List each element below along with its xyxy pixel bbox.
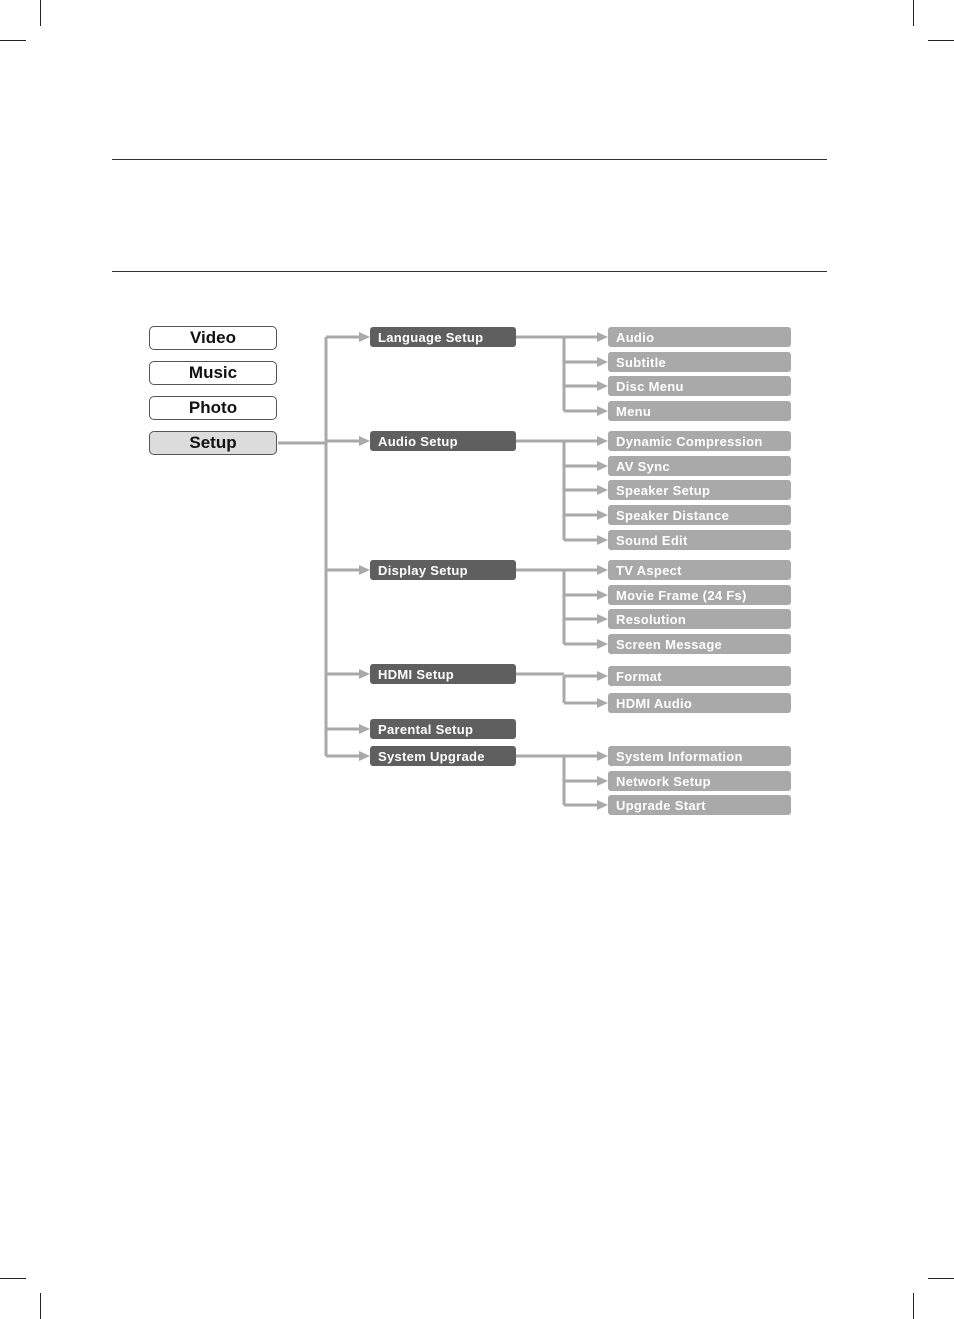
item-arrow	[597, 436, 608, 446]
menu-item-audio[interactable]: Audio	[608, 327, 791, 347]
top-menu-setup-button[interactable]: Setup	[149, 431, 277, 455]
item-arrow	[597, 510, 608, 520]
menu-item-system-information[interactable]: System Information	[608, 746, 791, 766]
item-arrow	[597, 461, 608, 471]
item-arrow	[597, 639, 608, 649]
menu-item-screen-message[interactable]: Screen Message	[608, 634, 791, 654]
category-arrow	[359, 724, 370, 734]
category-system-upgrade[interactable]: System Upgrade	[370, 746, 516, 766]
category-arrow	[359, 565, 370, 575]
category-arrow	[359, 332, 370, 342]
item-arrow	[597, 776, 608, 786]
menu-item-tv-aspect[interactable]: TV Aspect	[608, 560, 791, 580]
menu-item-resolution[interactable]: Resolution	[608, 609, 791, 629]
menu-item-menu[interactable]: Menu	[608, 401, 791, 421]
category-parental-setup[interactable]: Parental Setup	[370, 719, 516, 739]
category-arrow	[359, 751, 370, 761]
menu-item-disc-menu[interactable]: Disc Menu	[608, 376, 791, 396]
top-menu-video-button[interactable]: Video	[149, 326, 277, 350]
item-arrow	[597, 800, 608, 810]
top-menu-photo-button[interactable]: Photo	[149, 396, 277, 420]
item-arrow	[597, 671, 608, 681]
category-display-setup[interactable]: Display Setup	[370, 560, 516, 580]
category-arrow	[359, 669, 370, 679]
item-arrow	[597, 565, 608, 575]
menu-item-movie-frame-24-fs[interactable]: Movie Frame (24 Fs)	[608, 585, 791, 605]
menu-item-hdmi-audio[interactable]: HDMI Audio	[608, 693, 791, 713]
top-menu-music-button[interactable]: Music	[149, 361, 277, 385]
item-arrow	[597, 406, 608, 416]
menu-item-network-setup[interactable]: Network Setup	[608, 771, 791, 791]
item-arrow	[597, 357, 608, 367]
item-arrow	[597, 535, 608, 545]
category-language-setup[interactable]: Language Setup	[370, 327, 516, 347]
category-hdmi-setup[interactable]: HDMI Setup	[370, 664, 516, 684]
menu-item-speaker-distance[interactable]: Speaker Distance	[608, 505, 791, 525]
item-arrow	[597, 614, 608, 624]
item-arrow	[597, 698, 608, 708]
item-arrow	[597, 332, 608, 342]
item-arrow	[597, 485, 608, 495]
item-arrow	[597, 381, 608, 391]
menu-item-av-sync[interactable]: AV Sync	[608, 456, 791, 476]
menu-item-speaker-setup[interactable]: Speaker Setup	[608, 480, 791, 500]
item-arrow	[597, 751, 608, 761]
menu-item-format[interactable]: Format	[608, 666, 791, 686]
menu-item-upgrade-start[interactable]: Upgrade Start	[608, 795, 791, 815]
menu-item-sound-edit[interactable]: Sound Edit	[608, 530, 791, 550]
item-arrow	[597, 590, 608, 600]
menu-item-subtitle[interactable]: Subtitle	[608, 352, 791, 372]
menu-item-dynamic-compression[interactable]: Dynamic Compression	[608, 431, 791, 451]
category-arrow	[359, 436, 370, 446]
category-audio-setup[interactable]: Audio Setup	[370, 431, 516, 451]
